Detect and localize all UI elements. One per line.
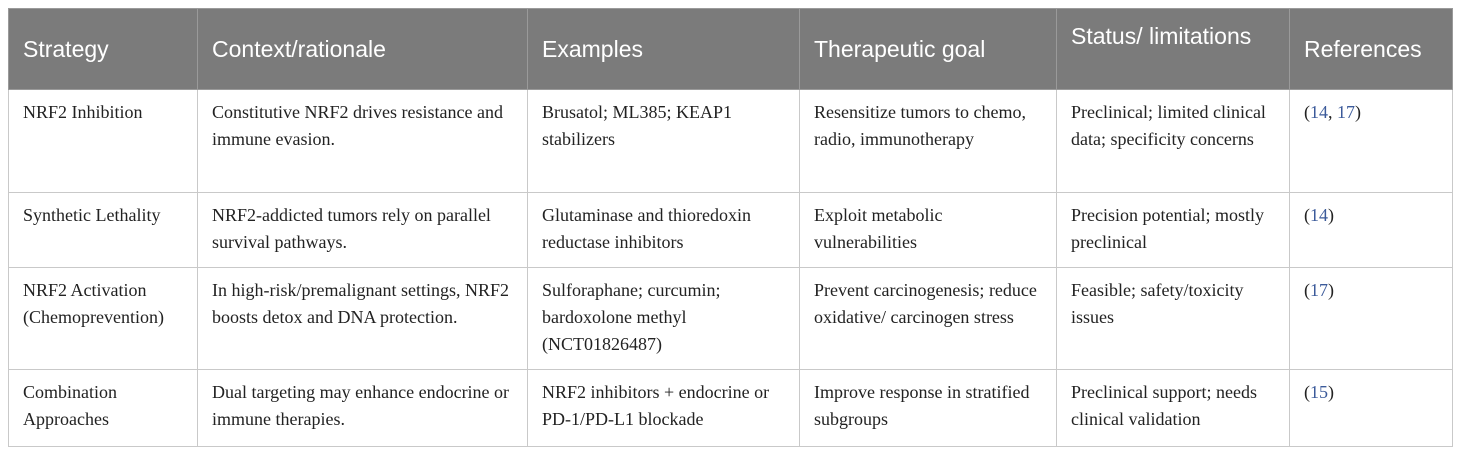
cell-status: Feasible; safety/toxicity issues (1057, 268, 1290, 370)
header-strategy: Strategy (9, 9, 198, 90)
reference-link[interactable]: 17 (1310, 280, 1328, 300)
cell-goal: Prevent carcinogenesis; reduce oxidative/ carcinogen stress (800, 268, 1057, 370)
cell-context: In high-risk/premalignant settings, NRF2 boosts detox and DNA protection. (198, 268, 528, 370)
header-context: Context/rationale (198, 9, 528, 90)
table-header-row (9, 9, 1453, 90)
cell-goal: Exploit metabolic vulnerabilities (800, 193, 1057, 268)
cell-strategy: Combination Approaches (9, 370, 198, 447)
cell-strategy: NRF2 Inhibition (9, 90, 198, 193)
cell-status: Preclinical support; needs clinical validation (1057, 370, 1290, 447)
table-row (9, 268, 1453, 370)
cell-references: (15) (1290, 370, 1453, 447)
reference-link[interactable]: 14 (1310, 102, 1328, 122)
header-references: References (1290, 9, 1453, 90)
table-row (9, 370, 1453, 447)
cell-references: (17) (1290, 268, 1453, 370)
cell-strategy: NRF2 Activation (Chemoprevention) (9, 268, 198, 370)
cell-status: Preclinical; limited clinical data; specificity concerns (1057, 90, 1290, 193)
reference-link[interactable]: 15 (1310, 382, 1328, 402)
strategy-table (8, 8, 1453, 447)
cell-status: Precision potential; mostly preclinical (1057, 193, 1290, 268)
cell-examples: NRF2 inhibitors + endocrine or PD-1/PD-L1 blockade (528, 370, 800, 447)
cell-references: (14, 17) (1290, 90, 1453, 193)
table-row (9, 90, 1453, 193)
cell-strategy: Synthetic Lethality (9, 193, 198, 268)
reference-link[interactable]: 17 (1337, 102, 1355, 122)
strategy-table-container (8, 8, 1452, 447)
cell-context: Constitutive NRF2 drives resistance and immune evasion. (198, 90, 528, 193)
header-status: Status/ limitations (1057, 9, 1290, 90)
cell-goal: Resensitize tumors to chemo, radio, immunotherapy (800, 90, 1057, 193)
cell-examples: Glutaminase and thioredoxin reductase inhibitors (528, 193, 800, 268)
cell-examples: Sulforaphane; curcumin; bardoxolone methyl (NCT01826487) (528, 268, 800, 370)
cell-examples: Brusatol; ML385; KEAP1 stabilizers (528, 90, 800, 193)
header-goal: Therapeutic goal (800, 9, 1057, 90)
cell-goal: Improve response in stratified subgroups (800, 370, 1057, 447)
reference-link[interactable]: 14 (1310, 205, 1328, 225)
cell-context: NRF2-addicted tumors rely on parallel survival pathways. (198, 193, 528, 268)
cell-context: Dual targeting may enhance endocrine or immune therapies. (198, 370, 528, 447)
table-row (9, 193, 1453, 268)
cell-references: (14) (1290, 193, 1453, 268)
header-examples: Examples (528, 9, 800, 90)
